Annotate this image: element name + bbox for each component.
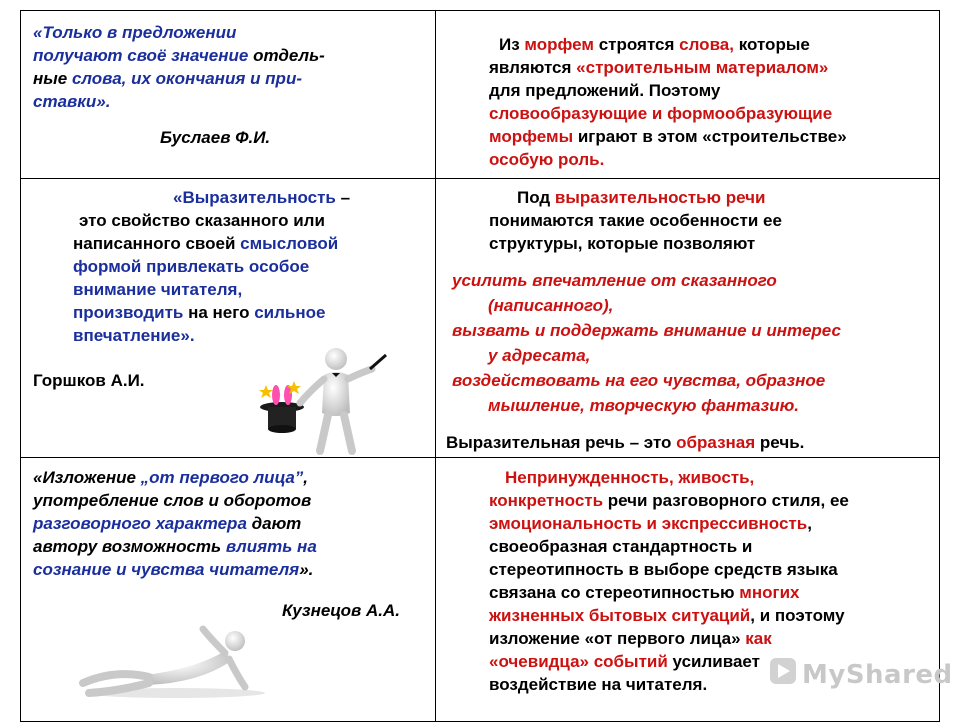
- text-segment: разговорного характера: [33, 514, 247, 533]
- text-line: [73, 186, 350, 209]
- list-item-line: вызвать и поддержать внимание и интерес: [452, 321, 841, 340]
- text-line: [33, 489, 317, 512]
- text-segment: речи разговорного стиля, ее: [603, 491, 849, 510]
- text-line: [489, 56, 847, 79]
- expressiveness-conclusion: [446, 431, 804, 454]
- text-segment: которые: [733, 35, 810, 54]
- text-segment: конкретность: [489, 491, 604, 510]
- column-divider: [435, 10, 436, 722]
- text-segment: «Выразительность: [173, 188, 336, 207]
- text-segment: усиливает: [667, 652, 760, 671]
- text-line: [489, 125, 847, 148]
- text-segment: Под: [517, 188, 555, 207]
- text-segment: слова,: [679, 35, 734, 54]
- text-line: [33, 535, 317, 558]
- author-buslaev: Буслаев Ф.И.: [160, 128, 271, 147]
- text-segment: являются: [489, 58, 577, 77]
- list-item-line: мышление, творческую фантазию.: [488, 396, 799, 415]
- text-segment: сильное: [254, 303, 326, 322]
- text-line: [33, 67, 325, 90]
- text-segment: написанного своей: [73, 234, 241, 253]
- text-line: [73, 301, 350, 324]
- text-segment: изложение «от первого лица»: [489, 629, 746, 648]
- text-segment: автору возможность: [33, 537, 226, 556]
- text-line: [489, 33, 847, 56]
- expressiveness-items: [452, 268, 841, 418]
- reclining-figure-icon: [75, 625, 265, 700]
- text-line: [489, 209, 782, 232]
- text-segment: морфемы: [489, 127, 574, 146]
- text-segment: смысловой: [240, 234, 339, 253]
- text-segment: слова, их окончания и при-: [71, 69, 302, 88]
- text-line: [73, 232, 350, 255]
- text-segment: образная: [676, 433, 756, 452]
- text-segment: для предложений. Поэтому: [489, 81, 721, 100]
- text-segment: Выразительная речь – это: [446, 433, 677, 452]
- quote-gorshkov: [73, 186, 350, 347]
- text-segment: ставки».: [33, 92, 111, 111]
- text-line: [33, 512, 317, 535]
- text-segment: на него: [183, 303, 255, 322]
- text-segment: эмоциональность и экспрессивность: [489, 514, 808, 533]
- text-segment: ные: [33, 69, 72, 88]
- text-line: [489, 148, 847, 171]
- text-segment: , и поэтому: [750, 606, 845, 625]
- text-segment: жизненных бытовых ситуаций: [489, 606, 751, 625]
- text-line: [489, 79, 847, 102]
- text-segment: речь.: [755, 433, 805, 452]
- text-segment: сознание и чувства читателя: [33, 560, 300, 579]
- list-item-line: (написанного),: [488, 296, 614, 315]
- row-divider-2: [20, 457, 940, 458]
- text-segment: своеобразная стандартность и: [489, 537, 753, 556]
- quote-buslaev: [33, 21, 325, 113]
- text-segment: понимаются такие особенности ее: [489, 211, 782, 230]
- text-segment: «Изложение: [33, 468, 141, 487]
- text-segment: получают своё значение: [33, 46, 254, 65]
- text-segment: ,: [303, 468, 309, 487]
- text-segment: дают: [246, 514, 302, 533]
- text-segment: «очевидца» событий: [489, 652, 668, 671]
- watermark-text: MyShared: [802, 660, 953, 690]
- text-segment: словообразующие и формообразующие: [489, 104, 833, 123]
- text-line: [489, 581, 849, 604]
- text-line: [33, 558, 317, 581]
- text-segment: влиять на: [225, 537, 317, 556]
- list-item-line: у адресата,: [488, 346, 591, 365]
- text-line: [489, 512, 849, 535]
- magician-figure-icon: [248, 345, 398, 457]
- text-line: [489, 604, 849, 627]
- text-segment: ,: [807, 514, 812, 533]
- text-segment: строятся: [593, 35, 680, 54]
- author-kuznetsov: Кузнецов А.А.: [282, 601, 400, 620]
- text-segment: формой привлекать особое: [73, 257, 310, 276]
- text-segment: внимание читателя,: [73, 280, 243, 299]
- text-line: [489, 466, 849, 489]
- text-segment: „от первого лица”: [140, 468, 304, 487]
- text-segment: играют в этом «строительстве»: [573, 127, 847, 146]
- list-item-line: усилить впечатление от сказанного: [452, 271, 777, 290]
- text-line: [33, 21, 325, 44]
- text-segment: Непринужденность, живость,: [505, 468, 755, 487]
- text-line: [489, 102, 847, 125]
- text-segment: многих: [739, 583, 800, 602]
- list-item-line: воздействовать на его чувства, образное: [452, 371, 826, 390]
- author-gorshkov: Горшков А.И.: [33, 371, 145, 390]
- expressiveness-definition: [489, 186, 782, 255]
- text-line: [489, 489, 849, 512]
- text-segment: «Только в предложении: [33, 23, 237, 42]
- text-segment: особую роль.: [489, 150, 605, 169]
- text-segment: впечатление».: [73, 326, 195, 345]
- text-segment: употребление слов и оборотов: [33, 491, 312, 510]
- text-line: [33, 466, 317, 489]
- text-line: [33, 44, 325, 67]
- text-segment: морфем: [524, 35, 594, 54]
- quote-kuznetsov: [33, 466, 317, 581]
- text-segment: структуры, которые позволяют: [489, 234, 756, 253]
- text-line: [489, 558, 849, 581]
- text-line: [489, 186, 782, 209]
- text-segment: воздействие на читателя.: [489, 675, 708, 694]
- text-line: [489, 627, 849, 650]
- morpheme-text: [489, 33, 847, 171]
- row-divider-1: [20, 178, 940, 179]
- text-line: [73, 324, 350, 347]
- text-segment: связана со стереотипностью: [489, 583, 740, 602]
- watermark-logo-icon: [768, 656, 798, 686]
- text-segment: –: [335, 188, 351, 207]
- text-line: [489, 232, 782, 255]
- text-segment: как: [745, 629, 772, 648]
- text-segment: «строительным материалом»: [576, 58, 829, 77]
- text-line: [489, 535, 849, 558]
- text-line: [73, 209, 350, 232]
- text-segment: это свойство сказанного или: [79, 211, 325, 230]
- text-line: [73, 255, 350, 278]
- text-segment: ».: [299, 560, 314, 579]
- text-line: [33, 90, 325, 113]
- text-segment: выразительностью речи: [554, 188, 766, 207]
- text-line: [73, 278, 350, 301]
- text-segment: производить: [73, 303, 184, 322]
- text-segment: отдель-: [253, 46, 325, 65]
- text-segment: стереотипность в выборе средств языка: [489, 560, 838, 579]
- text-segment: Из: [499, 35, 525, 54]
